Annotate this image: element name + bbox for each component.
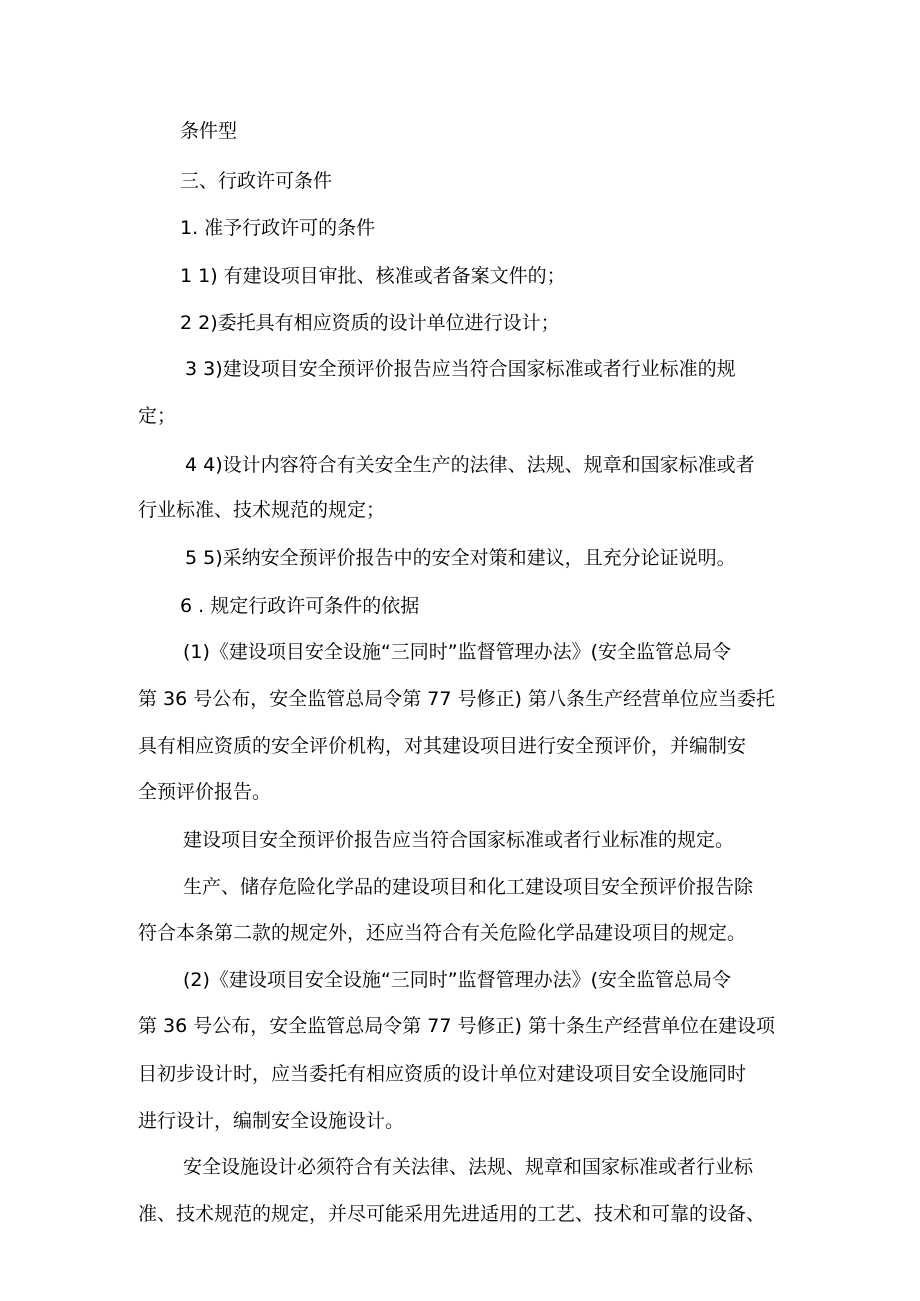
condition-item-2: 2 2)委托具有相应资质的设计单位进行设计； — [180, 312, 560, 334]
condition-item-4: 4 4)设计内容符合有关安全生产的法律、法规、规章和国家标准或者 — [185, 454, 755, 476]
paragraph-design-line-2: 准、技术规范的规定，并尽可能采用先进适用的工艺、技术和可靠的设备、 — [138, 1203, 766, 1225]
paragraph-hazchem-line-2: 符合本条第二款的规定外，还应当符合有关危险化学品建设项目的规定。 — [138, 922, 747, 944]
section-heading: 三、行政许可条件 — [180, 170, 333, 192]
paragraph-hazchem-line-1: 生产、储存危险化学品的建设项目和化工建设项目安全预评价报告除 — [183, 876, 754, 898]
condition-item-1: 1 1) 有建设项目审批、核准或者备案文件的； — [180, 265, 566, 287]
text-line-category: 条件型 — [180, 120, 238, 142]
condition-item-4-cont: 行业标准、技术规范的规定； — [138, 499, 386, 521]
paragraph-design-line-1: 安全设施设计必须符合有关法律、法规、规章和国家标准或者行业标 — [183, 1156, 754, 1178]
condition-item-3: 3 3)建设项目安全预评价报告应当符合国家标准或者行业标准的规 — [185, 358, 736, 380]
basis-1-line-1: (1)《建设项目安全设施“三同时”监督管理办法》(安全监管总局令 — [183, 641, 732, 663]
basis-1-line-3: 具有相应资质的安全评价机构，对其建设项目进行安全预评价，并编制安 — [138, 735, 747, 757]
basis-2-line-4: 进行设计，编制安全设施设计。 — [138, 1110, 405, 1132]
basis-1-line-2: 第 36 号公布，安全监管总局令第 77 号修正) 第八条生产经营单位应当委托 — [138, 688, 775, 710]
basis-2-line-2: 第 36 号公布，安全监管总局令第 77 号修正) 第十条生产经营单位在建设项 — [138, 1015, 775, 1037]
condition-item-5: 5 5)采纳安全预评价报告中的安全对策和建议，且充分论证说明。 — [185, 547, 736, 569]
basis-2-line-3: 目初步设计时，应当委托有相应资质的设计单位对建设项目安全设施同时 — [138, 1063, 747, 1085]
paragraph-report-standard: 建设项目安全预评价报告应当符合国家标准或者行业标准的规定。 — [183, 829, 735, 851]
subsection-heading: 1. 准予行政许可的条件 — [180, 217, 376, 239]
basis-1-line-4: 全预评价报告。 — [138, 781, 272, 803]
basis-2-line-1: (2)《建设项目安全设施“三同时”监督管理办法》(安全监管总局令 — [183, 969, 732, 991]
condition-item-3-cont: 定； — [138, 405, 177, 427]
basis-heading: 6 . 规定行政许可条件的依据 — [180, 595, 420, 617]
